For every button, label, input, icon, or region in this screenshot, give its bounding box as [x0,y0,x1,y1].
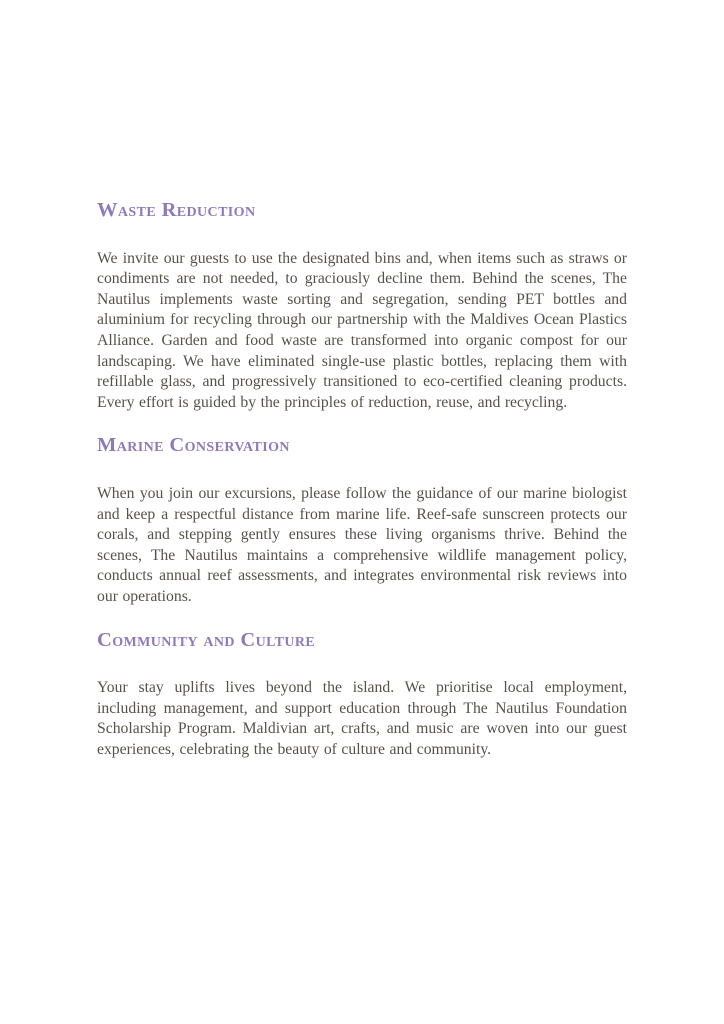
section-heading-marine-conservation: Marine Conservation [97,434,290,457]
section-paragraph-marine-conservation: When you join our excursions, please follow the guidance of our marine biologist and keep a respectful distance from marine life. Reef-safe sunscreen protects our corals, and stepping gently ensures these living organisms thrive. Behind the scenes, The Nautilus maintains a comprehensive wildlife management policy, conducts annual reef assessments, and integrates environmental risk reviews into our operations. [97,484,627,605]
section-community-and-culture [97,628,627,761]
section-heading-community-and-culture: Community and Culture [97,628,316,651]
section-marine-conservation [97,433,627,607]
section-heading-waste-reduction: Waste Reduction [97,199,256,221]
section-paragraph-community-and-culture: Your stay uplifts lives beyond the island. We prioritise local employment, including management, and support education through The Nautilus Foundation Scholarship Program. Maldivian art, crafts, and music are woven into our guest experiences, celebrating the beauty of culture and community. [97,679,627,758]
section-waste-reduction [97,198,627,413]
section-paragraph-waste-reduction: We invite our guests to use the designated bins and, when items such as straws or condiments are not needed, to graciously decline them. Behind the scenes, The Nautilus implements waste sorting and segregation, sending PET bottles and aluminium for recycling through our partnership with the Maldives Ocean Plastics Alliance. Garden and food waste are transformed into organic compost for our landscaping. We have eliminated single-use plastic bottles, replacing them with refillable glass, and progressively transitioned to eco-certified cleaning products. Every effort is guided by the principles of reduction, reuse, and recycling. [97,249,627,411]
